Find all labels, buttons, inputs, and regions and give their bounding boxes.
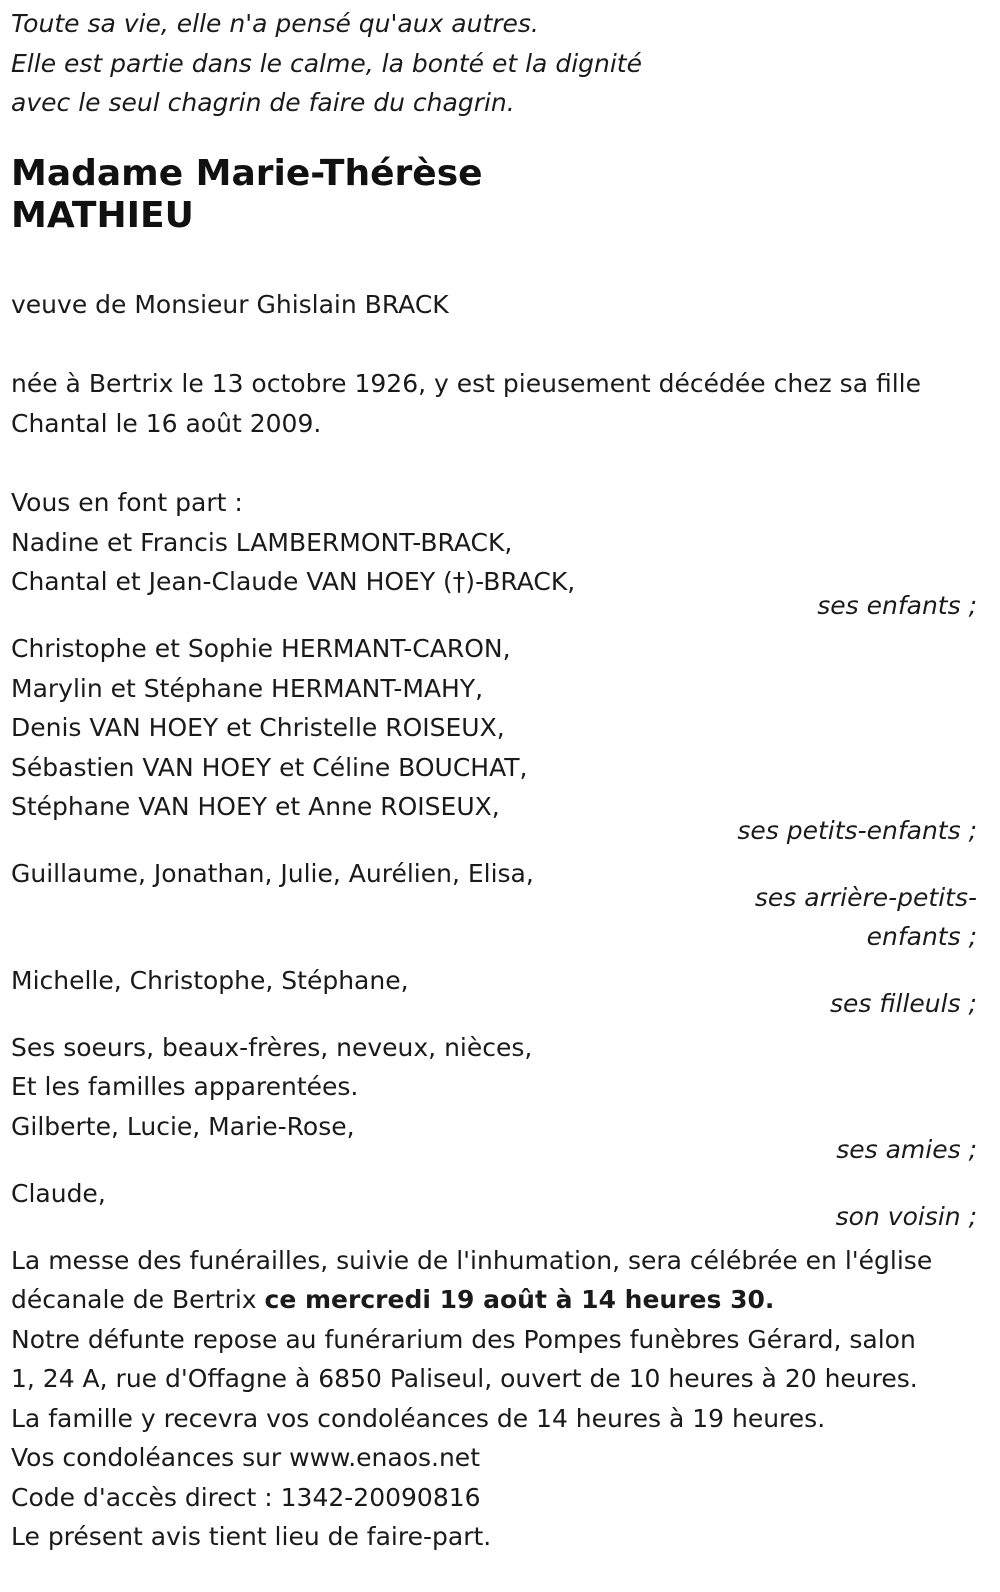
funeral-location-text: décanale de Bertrix — [11, 1285, 265, 1314]
grandchildren-group — [11, 629, 980, 850]
funeral-date-time: ce mercredi 19 août à 14 heures 30. — [264, 1285, 775, 1314]
family-member-line: Gilberte, Lucie, Marie-Rose, — [11, 1111, 355, 1141]
relationship-label: son voisin ; — [835, 1202, 977, 1231]
family-member-line: Claude, — [11, 1178, 106, 1208]
deceased-name-first: Madame Marie-Thérèse — [11, 152, 483, 194]
birth-death-statement — [11, 364, 980, 443]
widow-statement: veuve de Monsieur Ghislain BRACK — [11, 289, 449, 319]
relationship-label: ses filleuls ; — [830, 989, 977, 1018]
announcers-intro: Vous en font part : — [11, 488, 243, 517]
funeral-line: La messe des funérailles, suivie de l'inhumation, sera célébrée en l'église — [11, 1245, 933, 1275]
family-member-line: Sébastien VAN HOEY et Céline BOUCHAT, — [11, 752, 528, 782]
access-code: Code d'accès direct : 1342-20090816 — [11, 1482, 481, 1512]
birth-death-line: Chantal le 16 août 2009. — [11, 408, 322, 438]
godchildren-group — [11, 961, 980, 1024]
family-member-line: Nadine et Francis LAMBERMONT-BRACK, — [11, 527, 513, 557]
neighbour-group — [11, 1174, 980, 1237]
quote-line: avec le seul chagrin de faire du chagrin. — [11, 88, 515, 117]
funeral-date-line — [11, 1280, 980, 1320]
relationship-label: ses amies ; — [836, 1135, 977, 1164]
family-member-line: Stéphane VAN HOEY et Anne ROISEUX, — [11, 792, 500, 821]
funeral-line: 1, 24 A, rue d'Offagne à 6850 Paliseul, ouvert de 10 heures à 20 heures. — [11, 1364, 918, 1393]
friends-group — [11, 1028, 980, 1170]
quote-line: Toute sa vie, elle n'a pensé qu'aux autres. — [11, 9, 539, 38]
birth-death-line: née à Bertrix le 13 octobre 1926, y est pieusement décédée chez sa fille — [11, 369, 921, 398]
quote-line: Elle est partie dans le calme, la bonté et la dignité — [11, 48, 642, 78]
family-member-line: Michelle, Christophe, Stéphane, — [11, 965, 409, 995]
family-member-line: Denis VAN HOEY et Christelle ROISEUX, — [11, 713, 505, 742]
funeral-details — [11, 1241, 980, 1557]
family-member-line: Ses soeurs, beaux-frères, neveux, nièces, — [11, 1032, 533, 1062]
deceased-name-last: MATHIEU — [11, 194, 194, 236]
great-grandchildren-group — [11, 854, 980, 957]
epigraph-quote — [11, 0, 980, 123]
relationship-label: ses petits-enfants ; — [737, 815, 977, 845]
relationship-label-line: ses arrière-petits- — [754, 882, 977, 912]
funeral-line: La famille y recevra vos condoléances de 14 heures à 19 heures. — [11, 1403, 826, 1433]
family-member-line: Chantal et Jean-Claude VAN HOEY (†)-BRACK, — [11, 567, 576, 596]
deceased-name — [11, 153, 980, 237]
family-member-line: Guillaume, Jonathan, Julie, Aurélien, Elisa, — [11, 859, 534, 888]
children-group — [11, 523, 980, 626]
relationship-label-line: enfants ; — [866, 922, 977, 951]
family-member-line: Et les familles apparentées. — [11, 1072, 359, 1101]
condolences-website: Vos condoléances sur www.enaos.net — [11, 1443, 480, 1472]
announcers-section — [11, 483, 980, 1237]
funeral-line: Notre défunte repose au funérarium des Pompes funèbres Gérard, salon — [11, 1324, 916, 1354]
family-member-line: Marylin et Stéphane HERMANT-MAHY, — [11, 673, 484, 703]
family-member-line: Christophe et Sophie HERMANT-CARON, — [11, 634, 511, 663]
closing-note: Le présent avis tient lieu de faire-part. — [11, 1522, 492, 1551]
relationship-label: ses enfants ; — [817, 590, 977, 620]
